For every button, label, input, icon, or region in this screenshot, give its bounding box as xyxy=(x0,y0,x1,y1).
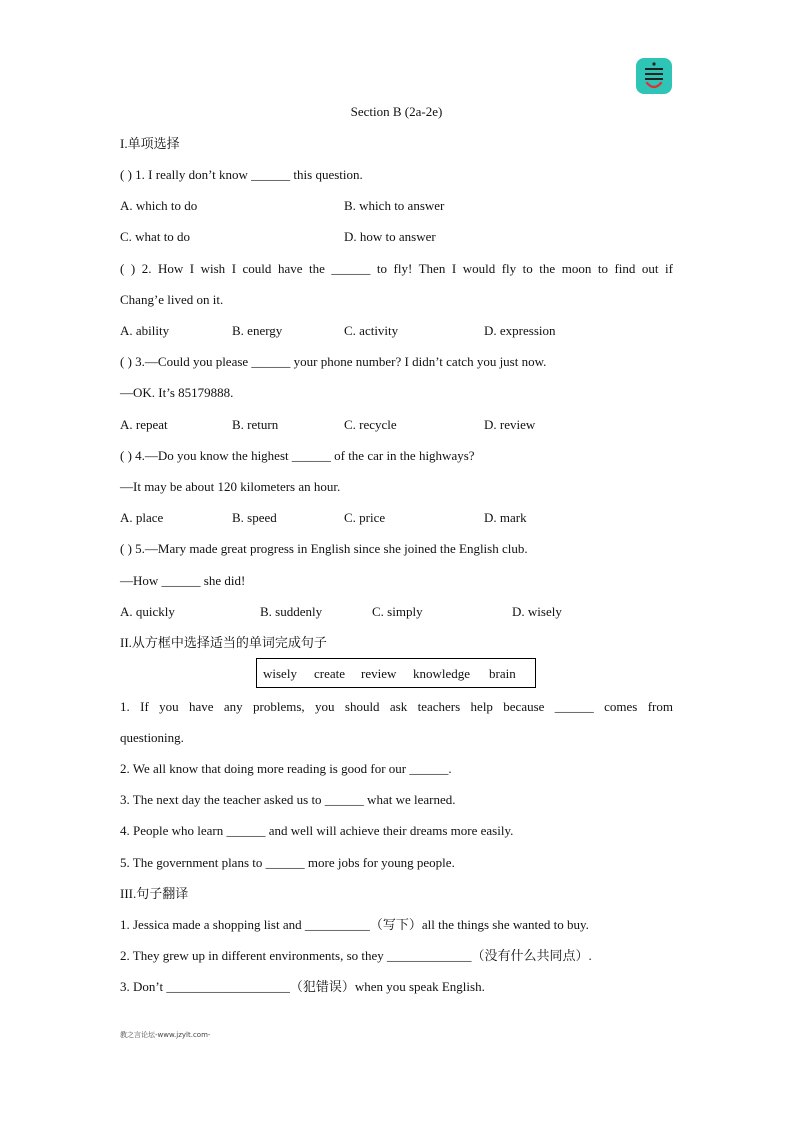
q2-option-c: C. activity xyxy=(344,323,399,338)
fill-sentence-3: 3. The next day the teacher asked us to ______ what we learned. xyxy=(120,792,456,807)
q2-option-a: A. ability xyxy=(120,323,170,338)
question-3-stem-line2: —OK. It’s 85179888. xyxy=(120,385,234,400)
q1-option-d: D. how to answer xyxy=(344,229,436,244)
q4-option-b: B. speed xyxy=(232,510,277,525)
q5-option-d: D. wisely xyxy=(512,604,562,619)
section-3-heading: III.句子翻译 xyxy=(120,886,189,901)
fill-sentence-4: 4. People who learn ______ and well will achieve their dreams more easily. xyxy=(120,823,514,838)
footer-watermark: 教之言论坛-www.jzylt.com- xyxy=(120,1031,211,1039)
logo-speech-bubble-icon xyxy=(636,58,672,94)
question-2-stem-line1: ( ) 2. How I wish I could have the ______ to fly! Then I would fly to the moon to find out if xyxy=(120,261,673,276)
word-bank-item: wisely xyxy=(263,666,297,681)
fill-sentence-2: 2. We all know that doing more reading is good for our ______. xyxy=(120,761,452,776)
q2-option-d: D. expression xyxy=(484,323,556,338)
translation-sentence-3: 3. Don’t ___________________（犯错误）when you speak English. xyxy=(120,979,485,994)
q1-option-c: C. what to do xyxy=(120,229,191,244)
section-2-heading: II.从方框中选择适当的单词完成句子 xyxy=(120,635,327,650)
word-bank-item: knowledge xyxy=(413,666,471,681)
fill-sentence-1-line2: questioning. xyxy=(120,730,184,745)
translation-sentence-1: 1. Jessica made a shopping list and __________（写下）all the things she wanted to buy. xyxy=(120,917,589,932)
page-title: Section B (2a-2e) xyxy=(350,104,443,119)
q1-option-a: A. which to do xyxy=(120,198,198,213)
q3-option-d: D. review xyxy=(484,417,536,432)
word-bank-item: brain xyxy=(489,666,516,681)
q5-option-b: B. suddenly xyxy=(260,604,323,619)
translation-sentence-2: 2. They grew up in different environments, so they _____________（没有什么共同点）. xyxy=(120,948,592,963)
q4-option-a: A. place xyxy=(120,510,164,525)
question-1-stem: ( ) 1. I really don’t know ______ this question. xyxy=(120,167,363,182)
q2-option-b: B. energy xyxy=(232,323,283,338)
q4-option-d: D. mark xyxy=(484,510,527,525)
question-5-stem-line1: ( ) 5.—Mary made great progress in English since she joined the English club. xyxy=(120,541,528,556)
fill-sentence-5: 5. The government plans to ______ more jobs for young people. xyxy=(120,855,455,870)
section-1-heading: I.单项选择 xyxy=(120,136,180,151)
q3-option-a: A. repeat xyxy=(120,417,168,432)
q5-option-c: C. simply xyxy=(372,604,423,619)
q4-option-c: C. price xyxy=(344,510,386,525)
question-4-stem-line2: —It may be about 120 kilometers an hour. xyxy=(120,479,341,494)
question-2-stem-line2: Chang’e lived on it. xyxy=(120,292,224,307)
question-3-stem-line1: ( ) 3.—Could you please ______ your phone number? I didn’t catch you just now. xyxy=(120,354,547,369)
word-bank-item: review xyxy=(361,666,397,681)
fill-sentence-1-line1: 1. If you have any problems, you should ask teachers help because ______ comes from xyxy=(120,699,673,714)
word-bank-box xyxy=(256,658,536,688)
word-bank-item: create xyxy=(314,666,346,681)
q3-option-c: C. recycle xyxy=(344,417,397,432)
q3-option-b: B. return xyxy=(232,417,279,432)
q5-option-a: A. quickly xyxy=(120,604,175,619)
q1-option-b: B. which to answer xyxy=(344,198,445,213)
question-5-stem-line2: —How ______ she did! xyxy=(120,573,246,588)
question-4-stem-line1: ( ) 4.—Do you know the highest ______ of the car in the highways? xyxy=(120,448,475,463)
